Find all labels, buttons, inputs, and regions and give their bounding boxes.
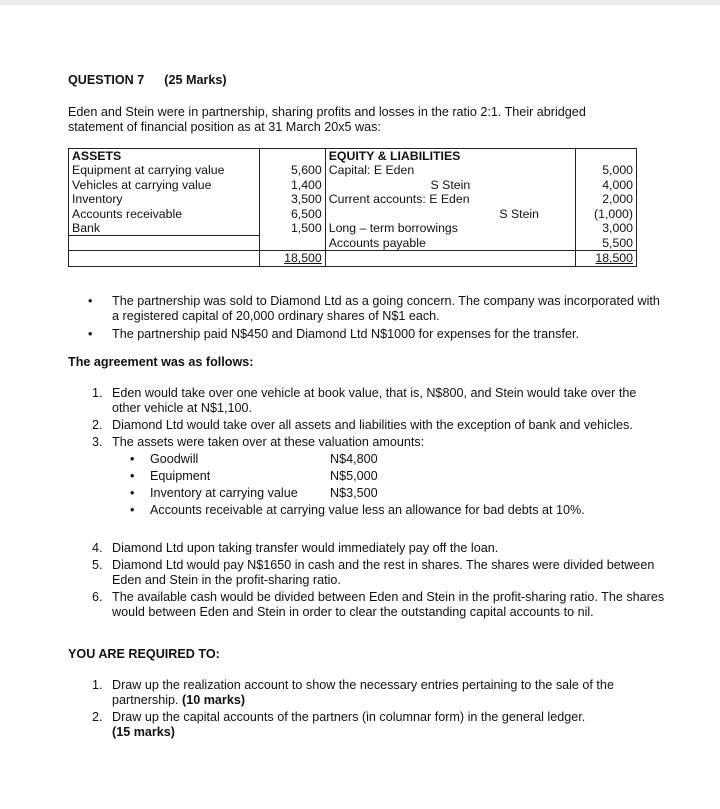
asset-amount [260,236,325,251]
list-item [92,678,666,708]
asset-amount: 1,500 [260,221,325,236]
agreement-heading: The agreement was as follows: [68,355,254,369]
step-number: 2. [92,418,103,432]
liability-label: Current accounts: E Eden [325,192,575,206]
table-row [69,192,637,206]
total-spacer [69,251,260,266]
asset-amount: 1,400 [260,178,325,192]
liability-amount: 4,000 [576,178,637,192]
list-item [130,452,666,467]
assets-amount-header [260,149,325,164]
asset-amount: 6,500 [260,207,325,221]
required-tasks [92,678,666,742]
liability-amount: 2,000 [576,192,637,206]
liability-label: S Stein [325,178,575,192]
step-number: 4. [92,541,103,555]
asset-label: Inventory [69,192,260,206]
liability-amount: 3,000 [576,221,637,236]
step-text: Eden would take over one vehicle at book value, that is, N$800, and Stein would take over the other vehicle at N$1,100. [112,386,637,415]
step-text: Diamond Ltd would take over all assets and liabilities with the exception of bank and vehicles. [112,418,633,432]
total-spacer [325,251,575,266]
step-number: 5. [92,558,103,572]
liability-label: Accounts payable [325,236,575,251]
valuation-item: Equipment [150,469,211,483]
task-text: Draw up the realization account to show the necessary entries pertaining to the sale of the partnership. [112,678,614,707]
valuation-item: Goodwill [150,452,199,466]
asset-label: Equipment at carrying value [69,163,260,177]
valuation-list [130,452,666,518]
liability-label: S Stein [325,207,575,221]
task-number: 1. [92,678,103,692]
step-text: The assets were taken over at these valuation amounts: [112,435,425,449]
agreement-steps-continued [92,541,666,622]
asset-label [69,236,260,251]
question-title: QUESTION 7 [68,73,145,87]
task-text: Draw up the capital accounts of the partners (in columnar form) in the general ledger. [112,710,586,724]
valuation-value: N$3,500 [330,486,378,500]
list-item [92,418,666,433]
transfer-notes [88,294,668,345]
asset-amount: 3,500 [260,192,325,206]
agreement-steps [92,386,666,520]
table-row [69,207,637,221]
liability-label: Long – term borrowings [325,221,575,236]
list-item [130,486,666,501]
list-item [130,469,666,484]
list-item [92,710,666,740]
liability-amount: 5,500 [576,236,637,251]
required-heading: YOU ARE REQUIRED TO: [68,647,220,661]
asset-amount: 5,600 [260,163,325,177]
equity-liabilities-header: EQUITY & LIABILITIES [325,149,575,164]
table-row [69,163,637,177]
liability-amount: 5,000 [576,163,637,177]
list-item [92,435,666,518]
question-heading [68,73,227,88]
list-item [92,541,666,556]
liability-amount: (1,000) [576,207,637,221]
step-text: The available cash would be divided between Eden and Stein in the profit-sharing ratio. The shares would between Eden and Stein in order to clear the outstanding capital accounts to nil. [112,590,665,619]
asset-label: Accounts receivable [69,207,260,221]
financial-position-table [68,148,637,267]
step-text: Diamond Ltd upon taking transfer would immediately pay off the loan. [112,541,499,555]
top-bar [0,0,720,5]
total-assets: 18,500 [284,251,322,266]
list-item [92,386,666,416]
list-item [130,503,666,518]
task-marks: (15 marks) [112,725,176,739]
task-number: 2. [92,710,103,724]
asset-label: Bank [69,221,260,236]
table-row [69,178,637,192]
list-item: • The partnership was sold to Diamond Ltd as a going concern. The company was incorporated with a registered capital of 20,000 ordinary shares of N$1 each. [88,294,668,324]
liability-label: Capital: E Eden [325,163,575,177]
step-number: 1. [92,386,103,400]
question-marks: (25 Marks) [164,73,227,87]
step-text: Diamond Ltd would pay N$1650 in cash and the rest in shares. The shares were divided between Eden and Stein in the profit-sharing ratio. [112,558,655,587]
table-row [69,236,637,251]
asset-label: Vehicles at carrying value [69,178,260,192]
table-total-row [69,251,637,266]
table-row [69,221,637,236]
list-item [92,590,666,620]
list-item: • The partnership paid N$450 and Diamond Ltd N$1000 for expenses for the transfer. [88,327,668,342]
table-header-row [69,149,637,164]
equity-amount-header [576,149,637,164]
valuation-value: N$5,000 [330,469,378,483]
step-number: 3. [92,435,103,449]
valuation-item: Inventory at carrying value [150,486,298,500]
intro-paragraph: Eden and Stein were in partnership, sharing profits and losses in the ratio 2:1. Their abridged statement of financial position as at 31 March 20x5 was: [68,105,586,134]
list-item [92,558,666,588]
total-equity-liabilities: 18,500 [595,251,633,266]
assets-header: ASSETS [69,149,260,164]
step-number: 6. [92,590,103,604]
valuation-value: N$4,800 [330,452,378,466]
valuation-item: Accounts receivable at carrying value less an allowance for bad debts at 10%. [150,503,585,517]
task-marks: (10 marks) [182,693,246,707]
